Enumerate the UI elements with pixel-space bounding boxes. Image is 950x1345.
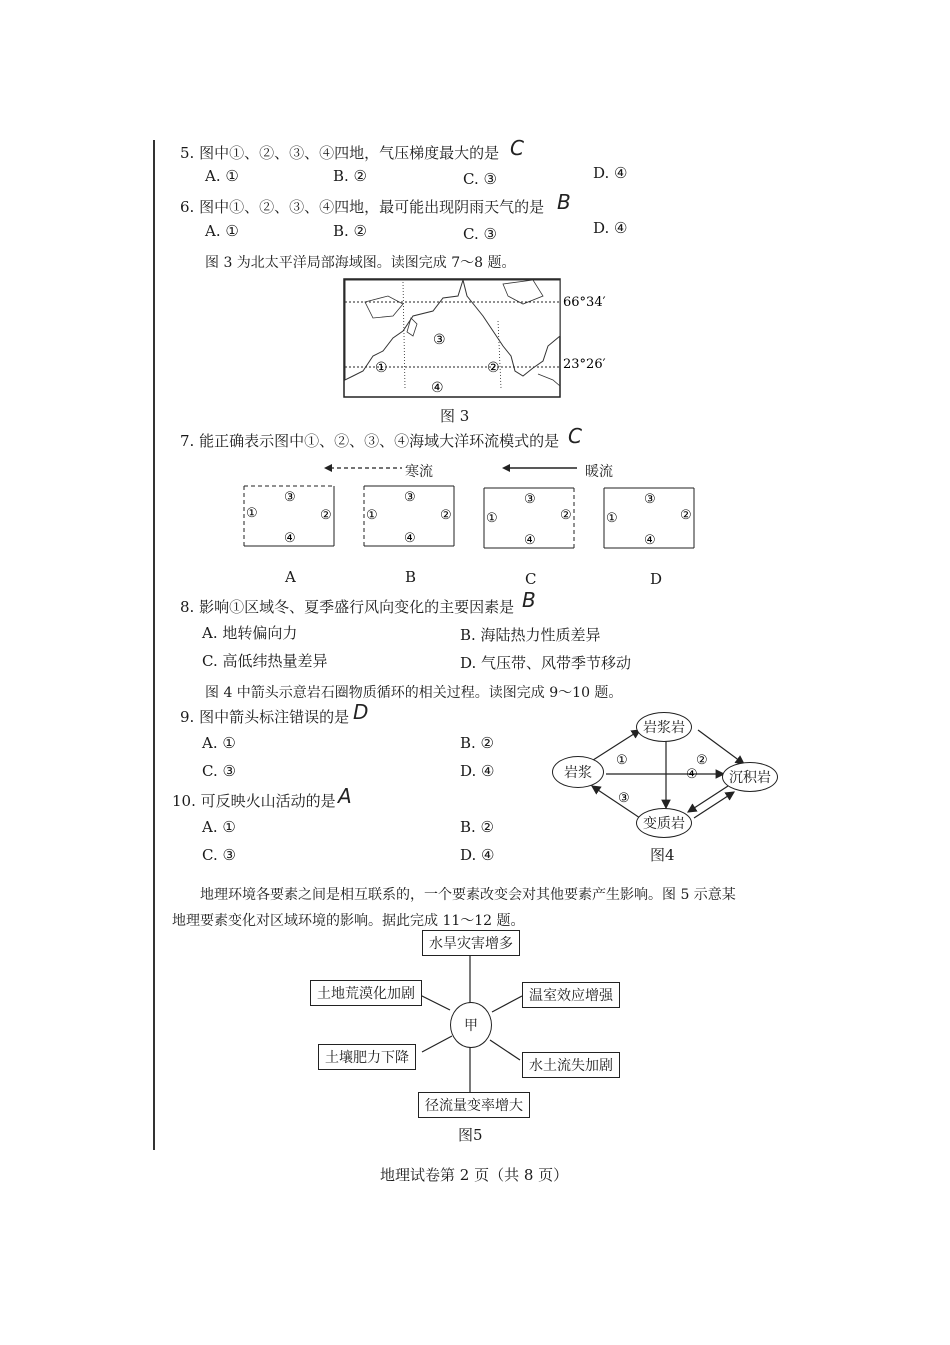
intro-9-10: 图 4 中箭头示意岩石圈物质循环的相关过程。读图完成 9～10 题。 (205, 685, 623, 701)
fig5-runoff: 径流量变率增大 (418, 1092, 530, 1118)
gyre-panel-d (604, 488, 694, 548)
figure-5-caption: 图5 (458, 1126, 483, 1144)
q6-option-d: D. ④ (593, 219, 628, 237)
gyre-d-mark-1: ① (606, 511, 618, 526)
page-footer: 地理试卷第 2 页（共 8 页） (380, 1166, 569, 1184)
handwritten-answer-9: D (353, 700, 369, 724)
q9-option-c: C. ③ (202, 762, 236, 780)
fig4-arrow-1: ① (616, 753, 628, 768)
q9-option-b: B. ② (460, 734, 495, 752)
gyre-c-mark-1: ① (486, 511, 498, 526)
current-legend (322, 458, 622, 478)
q5-option-b: B. ② (333, 167, 368, 185)
q10-option-b: B. ② (460, 818, 495, 836)
fig4-arrow-4: ④ (686, 767, 698, 782)
gyre-options (238, 482, 708, 552)
gyre-label-c: C (525, 570, 537, 588)
question-6: 6. 图中①、②、③、④四地，最可能出现阴雨天气的是 (180, 198, 545, 216)
gyre-d-mark-2: ② (680, 508, 692, 523)
q6-option-a: A. ① (205, 222, 239, 240)
gyre-panel-b (364, 486, 454, 546)
question-9: 9. 图中箭头标注错误的是 (180, 708, 350, 726)
fig5-desertification: 土地荒漠化加剧 (310, 980, 422, 1006)
fig3-tropic-label: 23°26′ (563, 357, 606, 372)
fig5-greenhouse: 温室效应增强 (522, 982, 620, 1008)
handwritten-answer-10: A (338, 784, 352, 808)
gyre-d-mark-4: ④ (644, 533, 656, 548)
legend-cold-current: 寒流 (405, 464, 433, 480)
gyre-a-mark-4: ④ (284, 531, 296, 546)
fig4-metamorphic-rock: 变质岩 (636, 808, 692, 838)
gyre-b-mark-3: ③ (404, 490, 416, 505)
fig3-arctic-circle-label: 66°34′ (563, 295, 606, 310)
q8-option-c: C. 高低纬热量差异 (202, 652, 328, 670)
figure-3-caption: 图 3 (440, 407, 470, 425)
question-10: 10. 可反映火山活动的是 (172, 792, 336, 810)
handwritten-answer-5: C (510, 136, 524, 160)
gyre-d-mark-3: ③ (644, 492, 656, 507)
fig3-mark-4: ④ (431, 380, 444, 396)
gyre-a-mark-3: ③ (284, 490, 296, 505)
intro-11-12-line-1: 地理环境各要素之间是相互联系的，一个要素改变会对其他要素产生影响。图 5 示意某 (200, 887, 736, 903)
intro-7-8: 图 3 为北太平洋局部海域图。读图完成 7～8 题。 (205, 255, 516, 271)
q6-option-b: B. ② (333, 222, 368, 240)
q6-option-c: C. ③ (463, 225, 497, 243)
gyre-c-mark-3: ③ (524, 492, 536, 507)
fig3-mark-1: ① (375, 360, 388, 376)
handwritten-answer-6: B (557, 190, 571, 214)
fig4-sedimentary-rock: 沉积岩 (722, 762, 778, 792)
gyre-b-mark-4: ④ (404, 531, 416, 546)
gyre-label-a: A (285, 568, 296, 586)
fig5-soil-fertility: 土壤肥力下降 (318, 1044, 416, 1070)
question-7: 7. 能正确表示图中①、②、③、④海域大洋环流模式的是 (180, 432, 560, 450)
legend-warm-current: 暖流 (585, 464, 613, 480)
q8-option-d: D. 气压带、风带季节移动 (460, 654, 632, 672)
gyre-c-mark-2: ② (560, 508, 572, 523)
fig4-arrow-2: ② (696, 753, 708, 768)
gyre-label-b: B (405, 568, 417, 586)
q9-option-a: A. ① (202, 734, 236, 752)
gyre-a-mark-1: ① (246, 506, 258, 521)
gyre-b-mark-2: ② (440, 508, 452, 523)
intro-11-12-line-2: 地理要素变化对区域环境的影响。据此完成 11～12 题。 (172, 913, 525, 929)
gyre-panel-c (484, 488, 574, 548)
question-5: 5. 图中①、②、③、④四地，气压梯度最大的是 (180, 144, 500, 162)
gyre-panel-a (244, 486, 334, 546)
q5-option-a: A. ① (205, 167, 239, 185)
question-8: 8. 影响①区域冬、夏季盛行风向变化的主要因素是 (180, 598, 515, 616)
fig5-flood-drought: 水旱灾害增多 (422, 930, 520, 956)
binding-margin-line (153, 140, 155, 1150)
figure-3-map (343, 276, 613, 400)
fig3-mark-3: ③ (433, 332, 446, 348)
fig4-magmatic-rock: 岩浆岩 (636, 712, 692, 742)
gyre-a-mark-2: ② (320, 508, 332, 523)
gyre-label-d: D (650, 570, 663, 588)
q8-option-b: B. 海陆热力性质差异 (460, 626, 601, 644)
gyre-c-mark-4: ④ (524, 533, 536, 548)
q10-option-d: D. ④ (460, 846, 495, 864)
figure-4-caption: 图4 (650, 846, 675, 864)
q9-option-d: D. ④ (460, 762, 495, 780)
gyre-b-mark-1: ① (366, 508, 378, 523)
fig4-magma: 岩浆 (552, 756, 604, 788)
fig5-center: 甲 (450, 1002, 492, 1048)
q10-option-a: A. ① (202, 818, 236, 836)
q5-option-c: C. ③ (463, 170, 497, 188)
q8-option-a: A. 地转偏向力 (202, 624, 298, 642)
q5-option-d: D. ④ (593, 164, 628, 182)
fig3-mark-2: ② (487, 360, 500, 376)
fig5-soil-erosion: 水土流失加剧 (522, 1052, 620, 1078)
fig4-arrow-3: ③ (618, 791, 630, 806)
q10-option-c: C. ③ (202, 846, 236, 864)
handwritten-answer-7: C (568, 424, 582, 448)
handwritten-answer-8: B (522, 588, 536, 612)
